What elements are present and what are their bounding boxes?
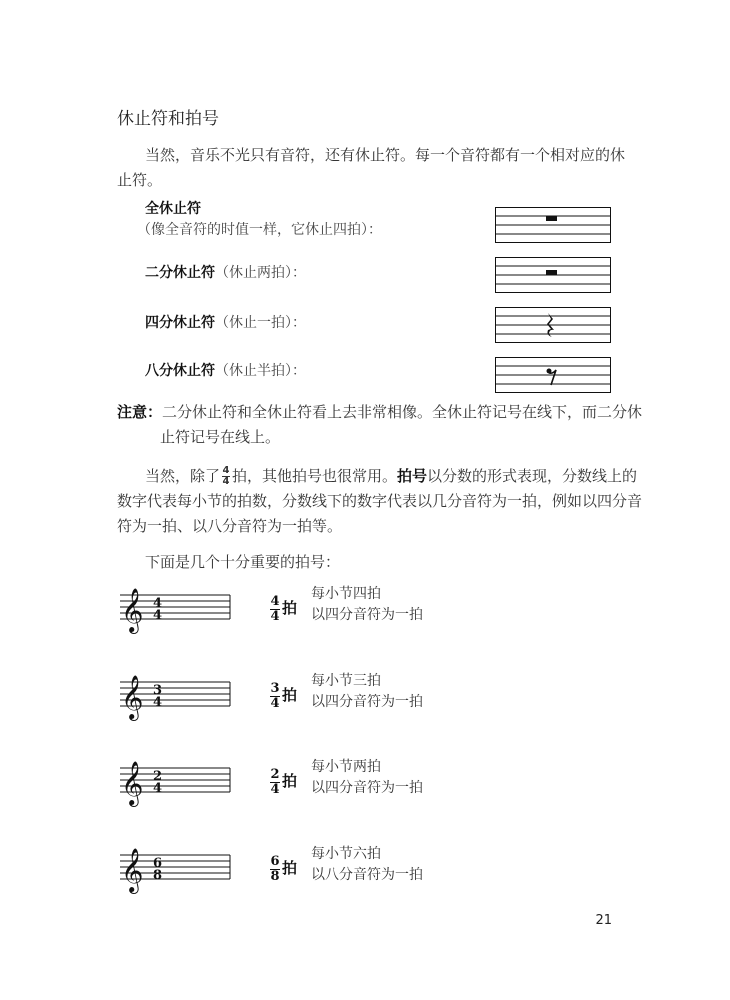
treble-clef-staff-icon (115, 585, 235, 635)
treble-clef-staff-icon (115, 758, 235, 808)
note-label: 注意： (117, 403, 163, 421)
fraction-denominator: 4 (222, 476, 230, 487)
whole-rest-desc: （像全音符的时值一样，它休止四拍）： (137, 222, 382, 238)
note-text-1: 二分休止符和全休止符看上去非常相像。全休止符记号在线下，而二分休 (162, 403, 643, 421)
note-line-2: 止符记号在线上。 (160, 428, 281, 446)
para2-mid: 拍，其他拍号也很常用。 (232, 467, 398, 485)
ts-description-line-1: 每小节三拍 (311, 673, 381, 689)
staff-ts-numerator: 4 (153, 596, 163, 611)
intro-line-1: 当然，音乐不光只有音符，还有休止符。每一个音符都有一个相对应的休 (145, 146, 626, 164)
staff-ts-denominator: 4 (153, 781, 163, 796)
quarter-rest-desc: （休止一拍）： (215, 315, 306, 331)
whole-rest-name: 全休止符 (145, 201, 201, 217)
ts-description-line-1: 每小节四拍 (311, 586, 381, 602)
para2-line-3: 符为一拍、以八分音符为一拍等。 (117, 517, 343, 535)
para2-line-2: 数字代表每小节的拍数，分数线下的数字代表以几分音符为一拍，例如以四分音 (117, 492, 643, 510)
time-signature-fraction (270, 856, 280, 883)
staff-ts-numerator: 3 (153, 683, 163, 698)
intro-line-2: 止符。 (117, 171, 163, 189)
ts-description-line-2: 以四分音符为一拍 (311, 607, 423, 623)
ts-description-line-1: 每小节六拍 (311, 846, 381, 862)
ts-denominator: 8 (270, 869, 280, 884)
staff-ts-denominator: 4 (153, 695, 163, 710)
treble-clef-staff-icon (115, 845, 235, 895)
fraction-numerator: 4 (222, 465, 230, 476)
time-signature-fraction (270, 596, 280, 623)
para2-line-1 (145, 464, 637, 489)
page-title: 休止符和拍号 (117, 109, 219, 129)
ts-denominator: 4 (270, 782, 280, 797)
ts-numerator: 3 (270, 681, 280, 696)
eighth-rest-name: 八分休止符 (145, 363, 215, 379)
svg-text:𝄞: 𝄞 (121, 848, 144, 892)
staff-ts-numerator: 2 (153, 769, 163, 784)
ts-numerator: 4 (270, 594, 280, 609)
ts-word: 拍 (282, 599, 298, 617)
note-line-1 (117, 400, 642, 425)
para2-pre: 当然，除了 (145, 467, 221, 485)
ts-denominator: 4 (270, 696, 280, 711)
quarter-rest-name: 四分休止符 (145, 315, 215, 331)
staff-ts-denominator: 4 (153, 608, 163, 623)
quarter-rest-icon (495, 307, 612, 344)
svg-text:𝄞: 𝄞 (121, 588, 144, 632)
eighth-rest-desc: （休止半拍）： (215, 363, 306, 379)
ts-numerator: 6 (270, 854, 280, 869)
time-signature-fraction (270, 769, 280, 796)
staff-ts-numerator: 6 (153, 856, 163, 871)
quarter-rest-label (145, 312, 306, 334)
time-signature-fraction (270, 683, 280, 710)
ts-numerator: 2 (270, 767, 280, 782)
ts-description-line-2: 以八分音符为一拍 (311, 867, 423, 883)
ts-description-line-2: 以四分音符为一拍 (311, 780, 423, 796)
staff-ts-denominator: 8 (153, 868, 163, 883)
eighth-rest-label (145, 360, 306, 382)
ts-denominator: 4 (270, 609, 280, 624)
ts-word: 拍 (282, 686, 298, 704)
para2-bold: 拍号 (397, 467, 428, 485)
svg-text:𝄞: 𝄞 (121, 675, 144, 719)
treble-clef-staff-icon (115, 672, 235, 722)
ts-word: 拍 (282, 859, 298, 877)
ts-description-line-1: 每小节两拍 (311, 759, 381, 775)
inline-fraction (222, 466, 230, 487)
para2-post: 以分数的形式表现，分数线上的 (427, 467, 638, 485)
list-intro: 下面是几个十分重要的拍号： (145, 553, 341, 571)
eighth-rest-icon (495, 357, 612, 394)
whole-rest-icon (495, 207, 612, 244)
half-rest-desc: （休止两拍）： (215, 265, 306, 281)
half-rest-label (145, 262, 306, 284)
svg-text:𝄞: 𝄞 (121, 761, 144, 805)
page-number: 21 (595, 913, 612, 928)
half-rest-icon (495, 257, 612, 294)
ts-description-line-2: 以四分音符为一拍 (311, 694, 423, 710)
ts-word: 拍 (282, 772, 298, 790)
half-rest-name: 二分休止符 (145, 265, 215, 281)
